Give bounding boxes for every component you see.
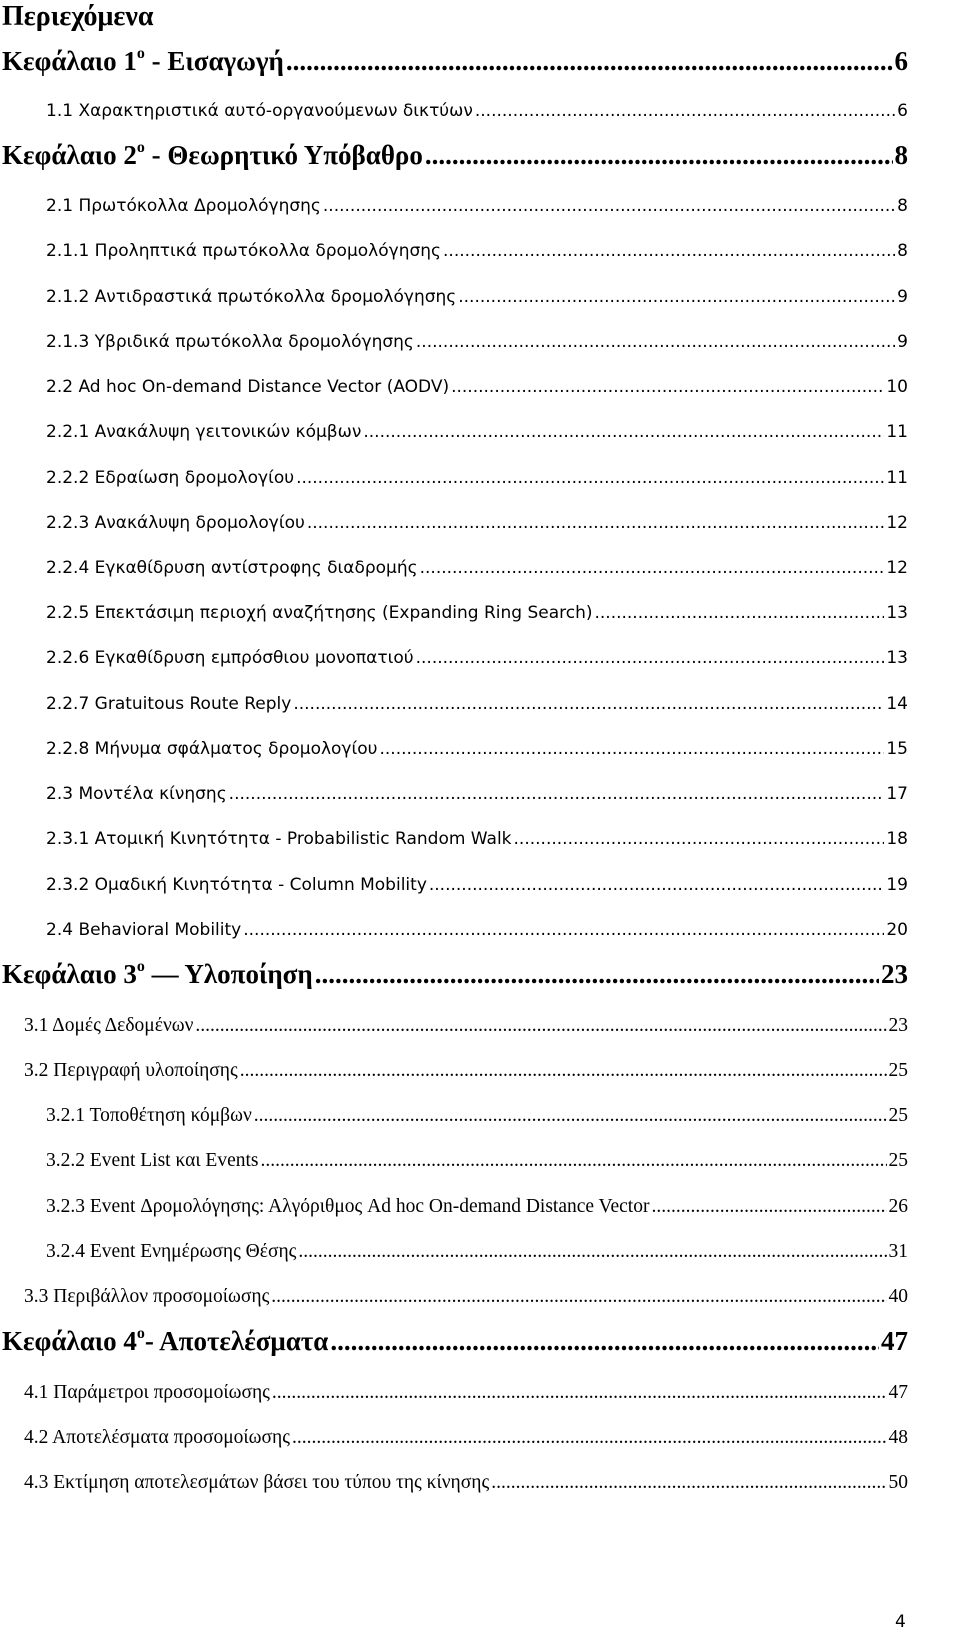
toc-entry-label: 3.2.2 Event List και Events [46,1150,259,1171]
toc-dot-leader [298,1239,886,1265]
toc-entry-label: 2.3 Μοντέλα κίνησης [46,784,227,804]
toc-section-entry[interactable] [46,645,908,671]
toc-section-entry[interactable] [46,1194,908,1220]
toc-dot-leader [261,1148,887,1174]
toc-page-number: 11 [886,468,908,488]
toc-dot-leader [272,1380,887,1406]
toc-section-entry[interactable] [46,1239,908,1265]
toc-dot-leader [315,957,879,991]
toc-section-entry[interactable] [46,1148,908,1174]
toc-entry-label: 3.2 Περιγραφή υλοποίησης [24,1060,238,1081]
toc-dot-leader [271,1284,886,1310]
toc-entry-label: 4.2 Αποτελέσματα προσομοίωσης [24,1427,290,1448]
toc-dot-leader [195,1013,886,1039]
toc-entry-label: 2.2.3 Ανακάλυψη δρομολογίου [46,513,305,533]
toc-page-number: 6 [894,46,908,76]
toc-chapter-entry[interactable] [2,44,908,78]
toc-entry-label: 4.1 Παράμετροι προσομοίωσης [24,1382,270,1403]
toc-chapter-entry[interactable] [2,957,908,991]
toc-section-entry[interactable] [46,872,908,898]
toc-section-entry[interactable] [46,465,908,491]
toc-dot-leader [651,1194,886,1220]
toc-section-entry[interactable] [46,98,908,124]
toc-page-number: 48 [888,1427,908,1448]
toc-page-number: 20 [886,920,908,940]
toc-page-number: 47 [888,1382,908,1403]
toc-section-entry[interactable] [46,193,908,219]
toc-section-entry[interactable] [24,1380,908,1406]
toc-page-number: 13 [886,648,908,668]
toc-page-number: 25 [888,1150,908,1171]
toc-section-entry[interactable] [46,1103,908,1129]
toc-section-entry[interactable] [46,781,908,807]
toc-dot-leader [363,419,884,445]
toc-section-entry[interactable] [24,1013,908,1039]
toc-section-entry[interactable] [24,1470,908,1496]
toc-page-number: 19 [886,875,908,895]
toc-dot-leader [416,645,885,671]
toc-dot-leader [240,1058,887,1084]
toc-section-entry[interactable] [46,329,908,355]
toc-entry-label: 2.3.2 Ομαδική Κινητότητα - Column Mobility [46,875,427,895]
toc-entry-label: 2.3.1 Ατομική Κινητότητα - Probabilistic Random Walk [46,829,512,849]
toc-section-entry[interactable] [46,284,908,310]
toc-dot-leader [307,510,885,536]
toc-dot-leader [491,1470,886,1496]
toc-entry-label: 2.1.2 Αντιδραστικά πρωτόκολλα δρομολόγησης [46,287,457,307]
toc-entry-label: 2.2.6 Εγκαθίδρυση εμπρόσθιου μονοπατιού [46,648,414,668]
toc-entry-label: 4.3 Εκτίμηση αποτελεσμάτων βάσει του τύπου της κίνησης [24,1472,490,1493]
toc-entry-label: 2.1.1 Προληπτικά πρωτόκολλα δρομολόγησης [46,241,442,261]
toc-entry-label: 2.2 Ad hoc On-demand Distance Vector (AODV) [46,377,450,397]
toc-entry-label: 3.3 Περιβάλλον προσομοίωσης [24,1286,270,1307]
toc-dot-leader [379,736,884,762]
toc-page-number: 8 [897,196,908,216]
toc-dot-leader [429,872,884,898]
toc-entry-label: 2.4 Behavioral Mobility [46,920,242,940]
toc-section-entry[interactable] [46,736,908,762]
toc-dot-leader [296,465,884,491]
toc-section-entry[interactable] [46,691,908,717]
toc-dot-leader [416,329,895,355]
toc-page-number: 12 [886,513,908,533]
toc-entry-label: 3.2.3 Event Δρομολόγησης: Αλγόριθμος Ad hoc On-demand Distance Vector [46,1196,650,1217]
toc-section-entry[interactable] [46,555,908,581]
toc-dot-leader [286,44,893,78]
toc-page-number: 6 [897,101,908,121]
toc-dot-leader [254,1103,887,1129]
toc-page-number: 23 [888,1015,908,1036]
toc-section-entry[interactable] [24,1284,908,1310]
toc-dot-leader [330,1324,879,1358]
toc-entry-label: Κεφάλαιο $2^o$ - Θεωρητικό Υπόβαθρο [2,139,423,170]
toc-page-number: 9 [897,332,908,352]
toc-section-entry[interactable] [46,419,908,445]
toc-dot-leader [514,826,885,852]
page-number: 4 [895,1612,906,1632]
toc-page-number: 13 [886,603,908,623]
toc-entry-label: 2.2.8 Μήνυμα σφάλματος δρομολογίου [46,739,378,759]
toc-dot-leader [443,238,895,264]
toc-title: Περιεχόμενα [2,1,154,32]
toc-dot-leader [475,98,895,124]
toc-dot-leader [323,193,895,219]
toc-page-number: 31 [888,1241,908,1262]
toc-section-entry[interactable] [24,1058,908,1084]
toc-entry-label: 3.2.4 Event Ενημέρωσης Θέσης [46,1241,297,1262]
toc-page-number: 25 [888,1105,908,1126]
toc-entry-label: 3.1 Δομές Δεδομένων [24,1015,194,1036]
toc-entry-label: 2.1 Πρωτόκολλα Δρομολόγησης [46,196,321,216]
toc-page-number: 50 [888,1472,908,1493]
toc-dot-leader [293,691,884,717]
toc-dot-leader [451,374,884,400]
toc-entry-label: 2.2.5 Επεκτάσιμη περιοχή αναζήτησης (Expanding Ring Search) [46,603,593,623]
toc-dot-leader [425,138,893,172]
toc-entry-label: 1.1 Χαρακτηριστικά αυτό-οργανούμενων δικτύων [46,101,473,121]
toc-dot-leader [458,284,895,310]
toc-page-number: 15 [886,739,908,759]
toc-section-entry[interactable] [46,510,908,536]
toc-dot-leader [229,781,885,807]
toc-page-number: 26 [888,1196,908,1217]
toc-section-entry[interactable] [46,374,908,400]
toc-entry-label: 2.1.3 Υβριδικά πρωτόκολλα δρομολόγησης [46,332,414,352]
toc-dot-leader [420,555,885,581]
toc-entry-label: Κεφάλαιο $3^o$ — Υλοποίηση [2,958,313,989]
toc-page-number: 8 [897,241,908,261]
toc-page-number: 25 [888,1060,908,1081]
toc-page-number: 12 [886,558,908,578]
toc-page-number: 14 [886,694,908,714]
toc-entry-label: Κεφάλαιο $1^o$ - Εισαγωγή [2,45,284,76]
toc-page-number: 47 [881,1326,908,1356]
toc-entry-label: 3.2.1 Τοποθέτηση κόμβων [46,1105,252,1126]
toc-page-number: 8 [894,140,908,170]
toc-section-entry[interactable] [24,1425,908,1451]
toc-section-entry[interactable] [46,826,908,852]
toc-entry-label: 2.2.1 Ανακάλυψη γειτονικών κόμβων [46,422,362,442]
toc-section-entry[interactable] [46,917,908,943]
toc-dot-leader [594,600,884,626]
toc-page-number: 18 [886,829,908,849]
toc-chapter-entry[interactable] [2,1324,908,1358]
toc-section-entry[interactable] [46,600,908,626]
toc-dot-leader [292,1425,887,1451]
toc-page-number: 40 [888,1286,908,1307]
toc-page-number: 11 [886,422,908,442]
toc-entry-label: Κεφάλαιο $4^o-$ Αποτελέσματα [2,1325,329,1356]
toc-page-number: 9 [897,287,908,307]
toc-section-entry[interactable] [46,238,908,264]
toc-entry-label: 2.2.7 Gratuitous Route Reply [46,694,292,714]
toc-page-number: 17 [886,784,908,804]
toc-dot-leader [243,917,884,943]
toc-page-number: 23 [881,959,908,989]
toc-chapter-entry[interactable] [2,138,908,172]
toc-entry-label: 2.2.2 Εδραίωση δρομολογίου [46,468,295,488]
toc-entry-label: 2.2.4 Εγκαθίδρυση αντίστροφης διαδρομής [46,558,418,578]
toc-page-number: 10 [886,377,908,397]
